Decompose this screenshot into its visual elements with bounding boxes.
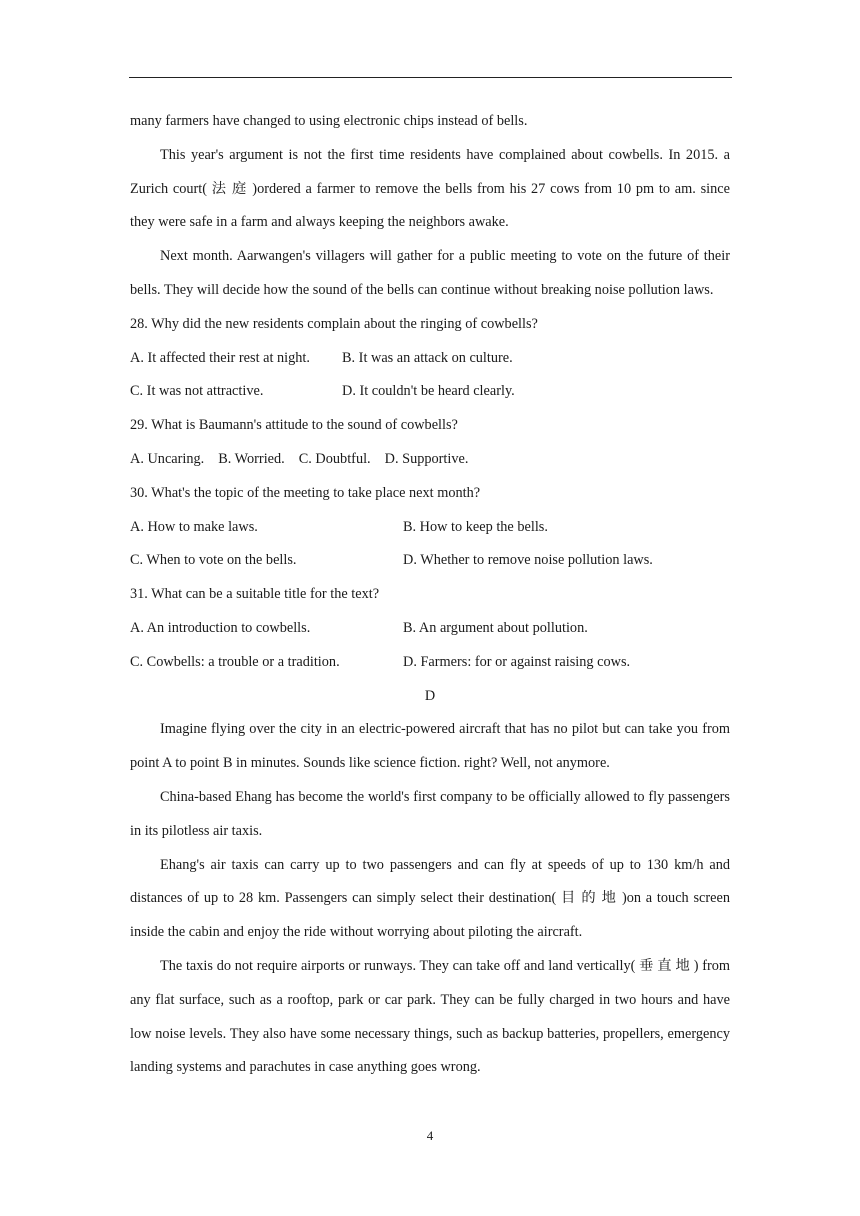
option-a: A. It affected their rest at night. [130, 349, 310, 366]
option-d: D. Farmers: for or against raising cows. [403, 653, 631, 670]
option-b: B. Worried. [218, 450, 285, 467]
question-29-options [130, 443, 730, 477]
option-c: C. When to vote on the bells. [130, 552, 297, 569]
option-b: B. It was an attack on culture. [342, 349, 513, 366]
page-content [130, 105, 730, 1085]
header-rule [129, 77, 732, 78]
option-d: D. Supportive. [384, 450, 469, 467]
option-b: B. An argument about pollution. [403, 619, 588, 636]
paragraph: This year's argument is not the first time residents have complained about cowbells. In 2015. a Zurich court( 法 庭 )ordered a farmer to remove the bells from his 27 cows from 10 pm to am. since they were safe in a farm and always keeping the neighbors awake. [130, 146, 730, 231]
paragraph: The taxis do not require airports or runways. They can take off and land vertically( 垂 直 地 ) from any flat surface, such as a rooftop, park or car park. They can be fully charged in two hours and have low noise levels. They also have some necessary things, such as backup batteries, propellers, emergency landing systems and parachutes in case anything goes wrong. [130, 957, 730, 1076]
paragraph: China-based Ehang has become the world's first company to be officially allowed to fly passengers in its pilotless air taxis. [130, 788, 730, 839]
option-c: C. Doubtful. [298, 450, 371, 467]
option-d: D. It couldn't be heard clearly. [342, 383, 515, 400]
paragraph: Ehang's air taxis can carry up to two passengers and can fly at speeds of up to 130 km/h and distances of up to 28 km. Passengers can simply select their destination( 目 的 地 )on a touch screen inside the cabin and enjoy the ride without worrying about piloting the aircraft. [130, 856, 730, 941]
question-28-stem: 28. Why did the new residents complain about the ringing of cowbells? [130, 315, 538, 332]
paragraph: Imagine flying over the city in an electric-powered aircraft that has no pilot but can take you from point A to point B in minutes. Sounds like science fiction. right? Well, not anymore. [130, 721, 730, 772]
question-31-options-row-2 [130, 646, 730, 680]
question-30-options-row-1 [130, 511, 730, 545]
option-d: D. Whether to remove noise pollution laws. [403, 552, 653, 569]
question-31-stem: 31. What can be a suitable title for the text? [130, 586, 380, 603]
option-c: C. Cowbells: a trouble or a tradition. [130, 653, 340, 670]
paragraph-continued: many farmers have changed to using electronic chips instead of bells. [130, 113, 528, 129]
question-30-stem: 30. What's the topic of the meeting to take place next month? [130, 484, 481, 501]
option-a: A. How to make laws. [130, 518, 258, 535]
option-c: C. It was not attractive. [130, 383, 264, 400]
question-31-options-row-1 [130, 612, 730, 646]
question-30-options-row-2 [130, 544, 730, 578]
option-a: A. Uncaring. [130, 450, 205, 467]
page-number: 4 [426, 1128, 434, 1143]
paragraph: Next month. Aarwangen's villagers will gather for a public meeting to vote on the future of their bells. They will decide how the sound of the bells can continue without breaking noise pollution laws. [130, 248, 730, 298]
question-29-stem: 29. What is Baumann's attitude to the sound of cowbells? [130, 417, 458, 434]
question-28-options-row-2 [130, 375, 730, 409]
section-heading: D [424, 687, 436, 704]
option-a: A. An introduction to cowbells. [130, 619, 311, 636]
option-b: B. How to keep the bells. [403, 518, 548, 535]
question-28-options-row-1 [130, 342, 730, 376]
